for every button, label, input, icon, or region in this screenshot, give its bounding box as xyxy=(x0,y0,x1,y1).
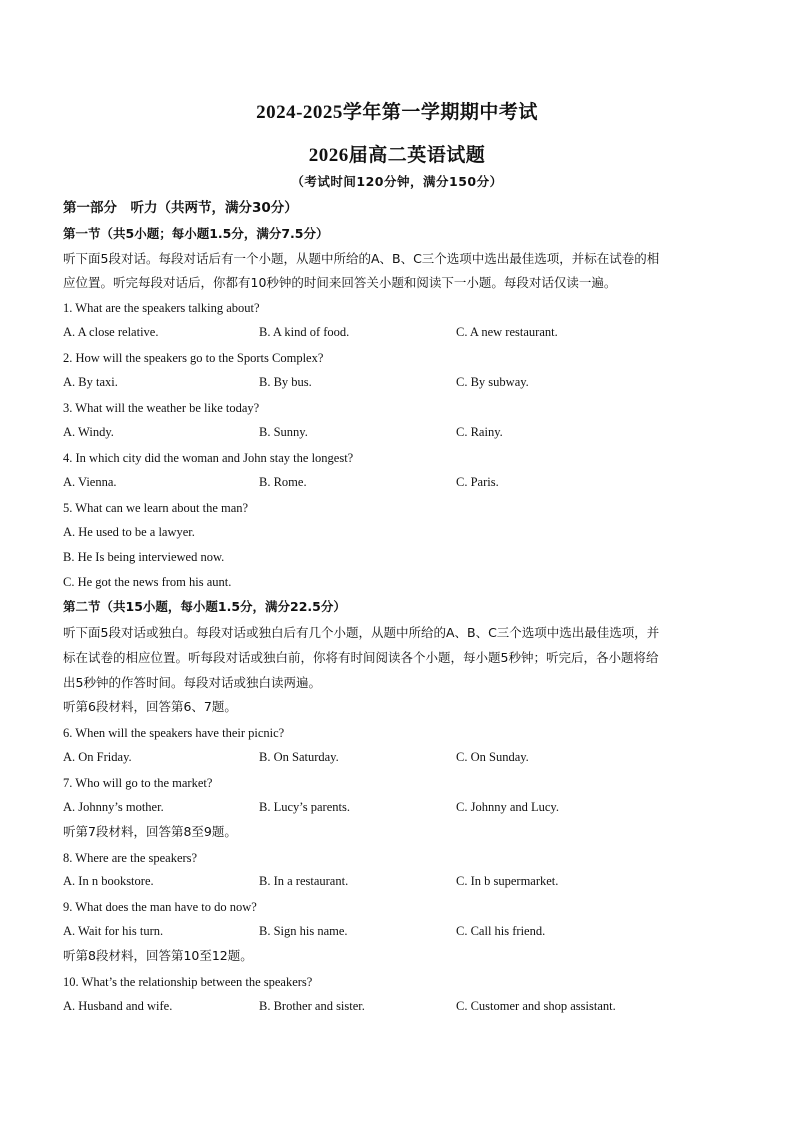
exam-subtitle: 2026届高二英语试题 xyxy=(308,145,486,166)
question-4-option-b: B. Rome. xyxy=(259,475,307,489)
section2-instructions-line2: 标在试卷的相应位置。听每段对话或独白前，你将有时间阅读各个小题，每小题5秒钟；听完后，各小题将给 xyxy=(63,650,659,665)
question-10-stem: 10. What’s the relationship between the speakers? xyxy=(63,975,313,989)
exam-title: 2024-2025学年第一学期期中考试 xyxy=(256,102,538,123)
question-7-option-a: A. Johnny’s mother. xyxy=(63,800,164,814)
material-6-note: 听第6段材料，回答第6、7题。 xyxy=(63,699,237,714)
material-8-note: 听第8段材料，回答第10至12题。 xyxy=(63,948,253,963)
question-5-option-a: A. He used to be a lawyer. xyxy=(63,525,195,539)
question-2-option-b: B. By bus. xyxy=(259,375,312,389)
question-1-stem: 1. What are the speakers talking about? xyxy=(63,301,260,315)
question-5-option-b: B. He Is being interviewed now. xyxy=(63,550,225,564)
material-7-note: 听第7段材料，回答第8至9题。 xyxy=(63,824,237,839)
question-3-option-a: A. Windy. xyxy=(63,425,114,439)
question-9-option-b: B. Sign his name. xyxy=(259,924,348,938)
question-9-option-a: A. Wait for his turn. xyxy=(63,924,164,938)
question-8-stem: 8. Where are the speakers? xyxy=(63,851,198,865)
question-5-stem: 5. What can we learn about the man? xyxy=(63,501,249,515)
question-10-option-a: A. Husband and wife. xyxy=(63,999,173,1013)
question-7-stem: 7. Who will go to the market? xyxy=(63,776,213,790)
section2-instructions-line1: 听下面5段对话或独白。每段对话或独白后有几个小题，从题中所给的A、B、C三个选项中选出最佳选项，并 xyxy=(63,625,660,640)
question-7-option-c: C. Johnny and Lucy. xyxy=(456,800,559,814)
question-1-option-b: B. A kind of food. xyxy=(259,325,350,339)
question-2-option-a: A. By taxi. xyxy=(63,375,118,389)
question-5-option-c: C. He got the news from his aunt. xyxy=(63,575,232,589)
question-3-option-b: B. Sunny. xyxy=(259,425,308,439)
question-6-option-c: C. On Sunday. xyxy=(456,750,529,764)
question-4-stem: 4. In which city did the woman and John stay the longest? xyxy=(63,451,354,465)
question-6-option-b: B. On Saturday. xyxy=(259,750,339,764)
question-8-option-c: C. In b supermarket. xyxy=(456,874,559,888)
question-10-option-b: B. Brother and sister. xyxy=(259,999,365,1013)
section2-instructions-line3: 出5秒钟的作答时间。每段对话或独白读两遍。 xyxy=(63,675,321,690)
section2-heading: 第二节（共15小题，每小题1.5分，满分22.5分） xyxy=(63,599,346,614)
section1-instructions-line1: 听下面5段对话。每段对话后有一个小题，从题中所给的A、B、C三个选项中选出最佳选项，并标在试卷的相 xyxy=(63,251,660,266)
question-4-option-c: C. Paris. xyxy=(456,475,499,489)
question-4-option-a: A. Vienna. xyxy=(63,475,117,489)
question-8-option-b: B. In a restaurant. xyxy=(259,874,349,888)
question-6-stem: 6. When will the speakers have their picnic? xyxy=(63,726,285,740)
section1-heading: 第一节（共5小题；每小题1.5分，满分7.5分） xyxy=(63,226,329,241)
question-7-option-b: B. Lucy’s parents. xyxy=(259,800,350,814)
part1-heading: 第一部分 听力（共两节，满分30分） xyxy=(63,200,298,216)
exam-time-note: （考试时间120分钟，满分150分） xyxy=(291,174,503,189)
question-1-option-c: C. A new restaurant. xyxy=(456,325,558,339)
section1-instructions-line2: 应位置。听完每段对话后，你都有10秒钟的时间来回答关小题和阅读下一小题。每段对话仅读一遍。 xyxy=(63,275,617,290)
question-3-option-c: C. Rainy. xyxy=(456,425,503,439)
question-8-option-a: A. In n bookstore. xyxy=(63,874,154,888)
question-1-option-a: A. A close relative. xyxy=(63,325,159,339)
question-6-option-a: A. On Friday. xyxy=(63,750,132,764)
question-2-option-c: C. By subway. xyxy=(456,375,529,389)
question-2-stem: 2. How will the speakers go to the Sports Complex? xyxy=(63,351,324,365)
question-10-option-c: C. Customer and shop assistant. xyxy=(456,999,616,1013)
question-9-stem: 9. What does the man have to do now? xyxy=(63,900,257,914)
question-3-stem: 3. What will the weather be like today? xyxy=(63,401,260,415)
question-9-option-c: C. Call his friend. xyxy=(456,924,546,938)
